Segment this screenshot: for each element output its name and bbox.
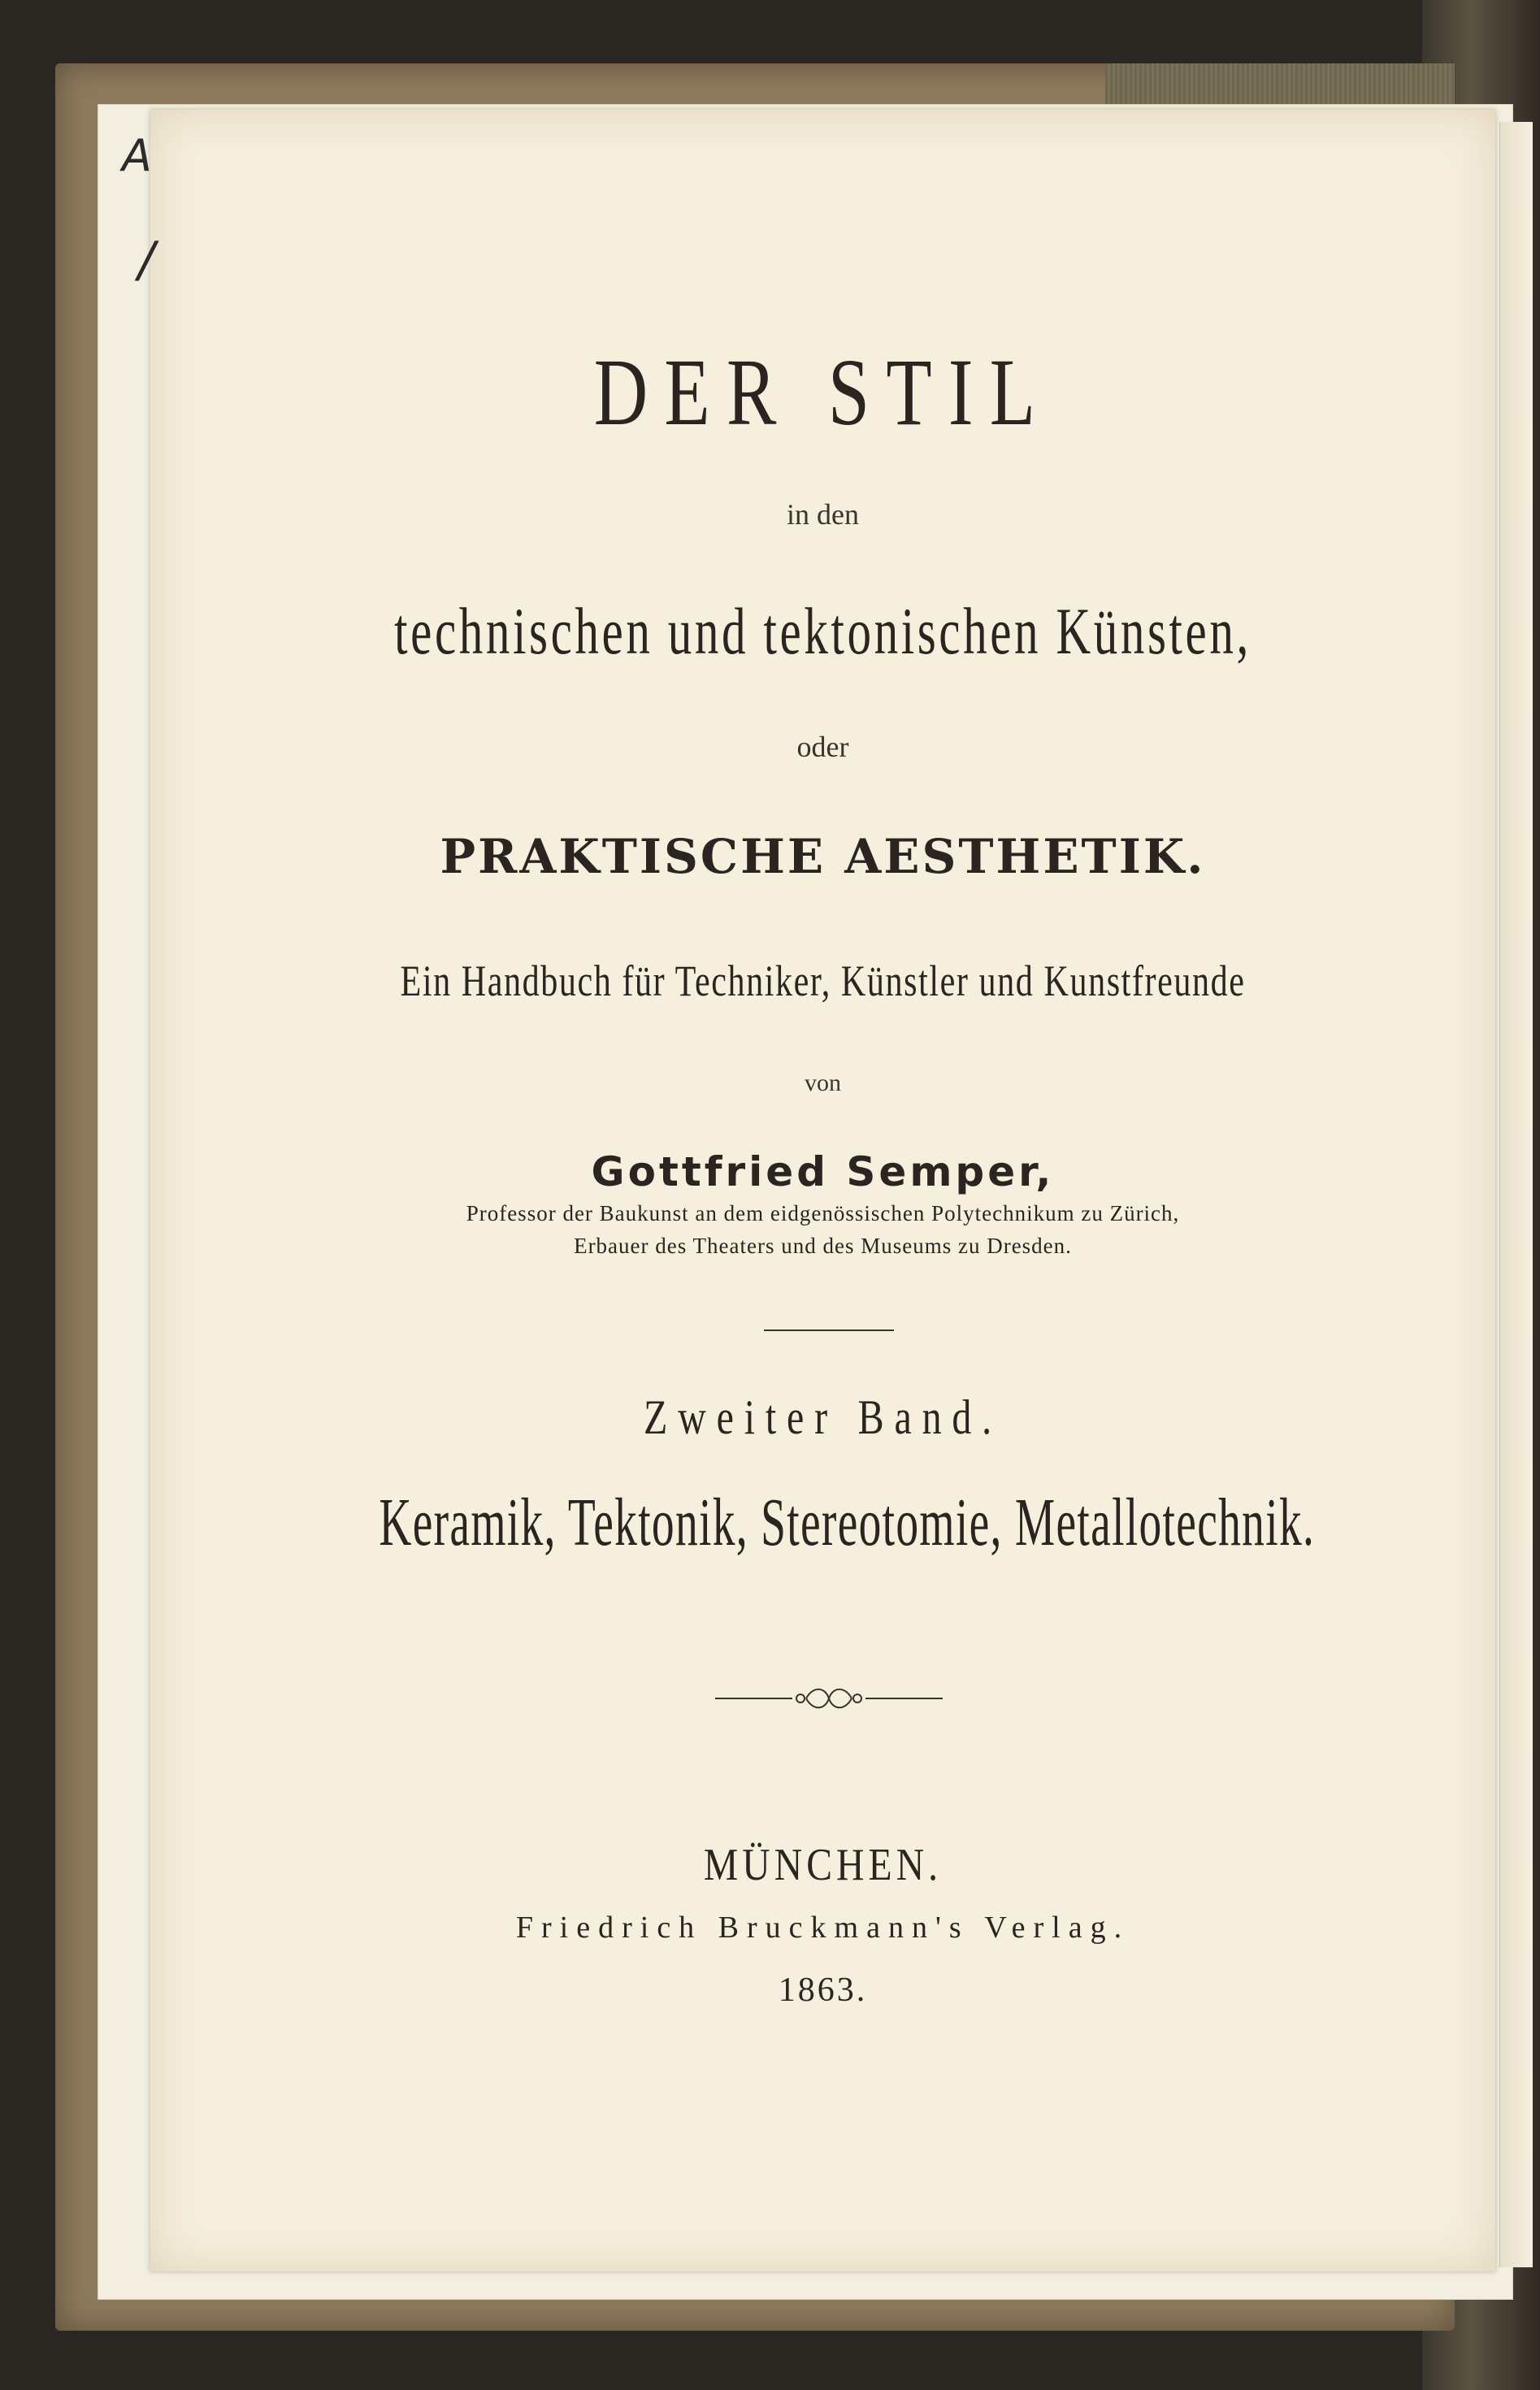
connector-von: von: [805, 1069, 841, 1096]
volume-contents: Keramik, Tektonik, Stereotomie, Metallotechnik.: [379, 1485, 1316, 1560]
pencil-annotation-letter: A: [122, 130, 152, 181]
publication-year: 1863.: [778, 1971, 868, 2009]
author-name: Gottfried Semper,: [591, 1148, 1055, 1195]
main-subtitle: PRAKTISCHE AESTHETIK.: [440, 829, 1206, 884]
book-title: DER STIL: [593, 339, 1052, 445]
connector-in-den: in den: [787, 498, 859, 531]
handbook-description: Ein Handbuch für Techniker, Künstler und Kunstfreunde: [400, 956, 1246, 1005]
divider-rule: [764, 1329, 894, 1331]
author-works: Erbauer des Theaters und des Museums zu Dresden.: [574, 1234, 1072, 1258]
connector-oder: oder: [796, 731, 849, 763]
publisher: Friedrich Bruckmann's Verlag.: [515, 1911, 1130, 1945]
book-subtitle: technischen und tektonischen Künsten,: [394, 594, 1252, 668]
author-position: Professor der Baukunst an dem eidgenössischen Polytechnikum zu Zürich,: [466, 1201, 1180, 1225]
page-stack-edge: [1499, 122, 1533, 2267]
ornament-divider: [715, 1682, 943, 1715]
volume-label: Zweiter Band.: [644, 1390, 1002, 1444]
pencil-annotation-mark: /: [138, 232, 155, 288]
publication-place: MÜNCHEN.: [703, 1840, 943, 1890]
